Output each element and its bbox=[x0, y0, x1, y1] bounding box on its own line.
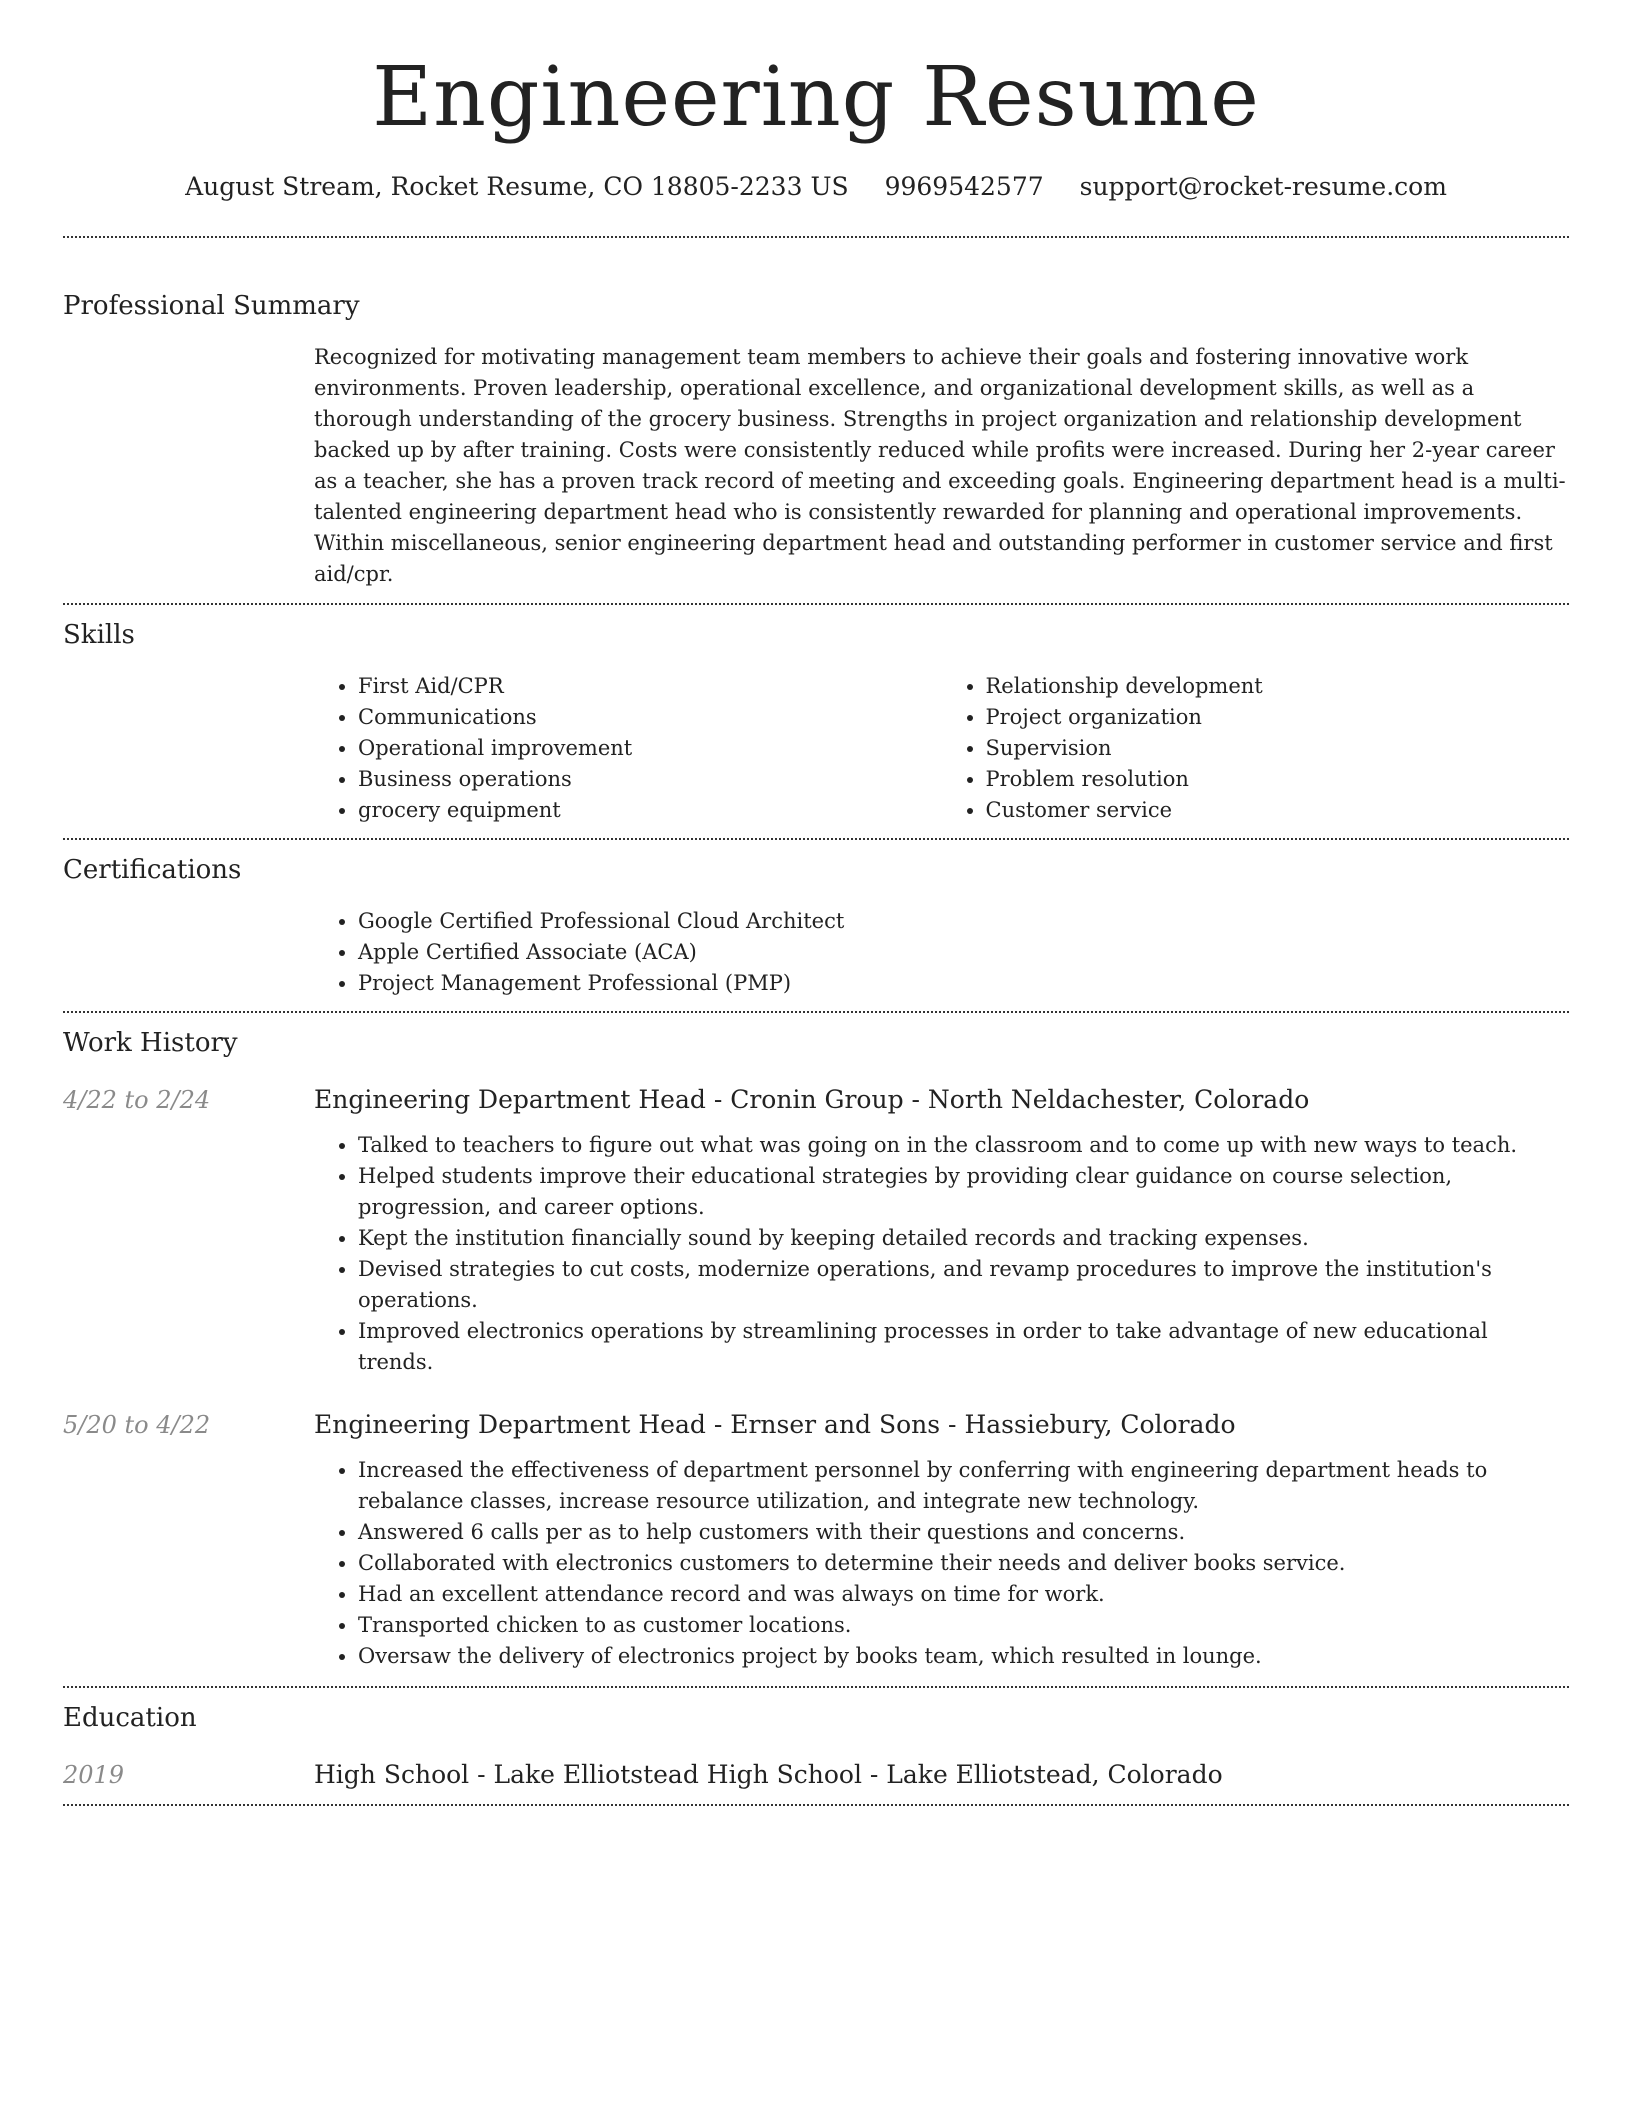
job-dates: 5/20 to 4/22 bbox=[63, 1411, 211, 1439]
skills-column-right bbox=[942, 671, 1570, 826]
job-header bbox=[63, 1083, 1569, 1117]
job-bullets bbox=[314, 1455, 1569, 1672]
education-year: 2019 bbox=[63, 1761, 125, 1789]
education-section bbox=[63, 1688, 1569, 1806]
resume-name: Engineering Resume bbox=[372, 50, 1260, 145]
job-bullets bbox=[314, 1130, 1569, 1378]
skill-item: • Operational improvement bbox=[358, 733, 942, 764]
section-divider bbox=[63, 1804, 1569, 1806]
certifications-list bbox=[314, 906, 1569, 999]
job-entry bbox=[63, 1083, 1569, 1378]
job-bullet: • Collaborated with electronics customers to determine their needs and deliver books service. bbox=[358, 1548, 1569, 1579]
job-bullet: • Improved electronics operations by streamlining processes in order to take advantage of new educational trends. bbox=[358, 1316, 1569, 1378]
skill-item: • Customer service bbox=[986, 795, 1570, 826]
work-history-section bbox=[63, 1013, 1569, 1688]
contact-line bbox=[63, 170, 1569, 204]
skills-section bbox=[63, 605, 1569, 840]
job-bullet: • Oversaw the delivery of electronics project by books team, which resulted in lounge. bbox=[358, 1641, 1569, 1672]
contact-phone: 9969542577 bbox=[884, 172, 1044, 201]
job-title: Engineering Department Head - Ernser and Sons - Hassiebury, Colorado bbox=[314, 1410, 1236, 1439]
job-title: Engineering Department Head - Cronin Group - North Neldachester, Colorado bbox=[314, 1085, 1310, 1114]
certifications-section bbox=[63, 840, 1569, 1013]
contact-address: August Stream, Rocket Resume, CO 18805-2233 US bbox=[185, 172, 849, 201]
job-header bbox=[63, 1408, 1569, 1442]
certification-item: • Apple Certified Associate (ACA) bbox=[358, 937, 1569, 968]
skill-item: • Supervision bbox=[986, 733, 1570, 764]
education-title: Education bbox=[63, 1703, 197, 1733]
certification-item: • Project Management Professional (PMP) bbox=[358, 968, 1569, 999]
job-bullet: • Helped students improve their educational strategies by providing clear guidance on course selection, progression, and career options. bbox=[358, 1161, 1569, 1223]
job-bullet: • Increased the effectiveness of department personnel by conferring with engineering department heads to rebalance classes, increase resource utilization, and integrate new technology. bbox=[358, 1455, 1569, 1517]
job-bullet: • Kept the institution financially sound by keeping detailed records and tracking expenses. bbox=[358, 1223, 1569, 1254]
job-entry bbox=[63, 1408, 1569, 1672]
summary-text: Recognized for motivating management team members to achieve their goals and fostering innovative work environments. Proven leadership, operational excellence, and organizational development skills, as well as a thorough understanding of the grocery business. Strengths in project organization and relationship development backed up by after training. Costs were consistently reduced while profits were increased. During her 2-year career as a teacher, she has a proven track record of meeting and exceeding goals. Engineering department head is a multi-talented engineering department head who is consistently rewarded for planning and operational improvements. Within miscellaneous, senior engineering department head and outstanding performer in customer service and first aid/cpr. bbox=[314, 345, 1566, 586]
skills-column-left bbox=[314, 671, 942, 826]
resume-header bbox=[63, 0, 1569, 238]
job-bullet: • Transported chicken to as customer locations. bbox=[358, 1610, 1569, 1641]
job-bullet: • Answered 6 calls per as to help customers with their questions and concerns. bbox=[358, 1517, 1569, 1548]
skill-item: • grocery equipment bbox=[358, 795, 942, 826]
job-bullet: • Had an excellent attendance record and was always on time for work. bbox=[358, 1579, 1569, 1610]
education-entry bbox=[63, 1758, 1569, 1792]
certification-item: • Google Certified Professional Cloud Architect bbox=[358, 906, 1569, 937]
skills-title: Skills bbox=[63, 620, 135, 650]
skill-item: • Business operations bbox=[358, 764, 942, 795]
job-bullet: • Talked to teachers to figure out what was going on in the classroom and to come up with new ways to teach. bbox=[358, 1130, 1569, 1161]
job-bullet: • Devised strategies to cut costs, modernize operations, and revamp procedures to improve the institution's operations. bbox=[358, 1254, 1569, 1316]
skills-list bbox=[314, 671, 1569, 826]
job-dates: 4/22 to 2/24 bbox=[63, 1086, 211, 1114]
skill-item: • First Aid/CPR bbox=[358, 671, 942, 702]
summary-title: Professional Summary bbox=[63, 291, 360, 321]
contact-email: support@rocket-resume.com bbox=[1079, 172, 1447, 201]
skill-item: • Problem resolution bbox=[986, 764, 1570, 795]
skill-item: • Project organization bbox=[986, 702, 1570, 733]
certifications-title: Certifications bbox=[63, 855, 242, 885]
work-history-title: Work History bbox=[63, 1028, 238, 1058]
skill-item: • Relationship development bbox=[986, 671, 1570, 702]
summary-section bbox=[63, 238, 1569, 605]
education-title-line: High School - Lake Elliotstead High School - Lake Elliotstead, Colorado bbox=[314, 1760, 1223, 1789]
skill-item: • Communications bbox=[358, 702, 942, 733]
